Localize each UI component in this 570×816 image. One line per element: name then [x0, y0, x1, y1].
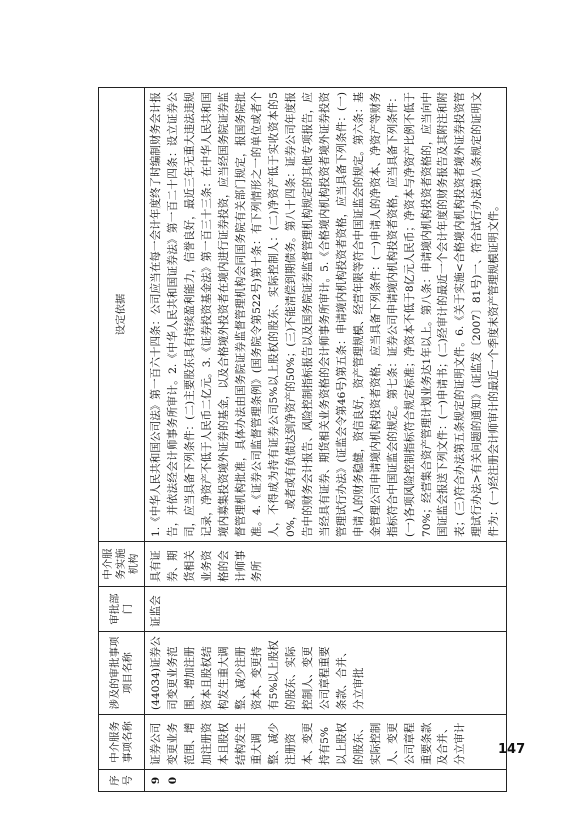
- cell-agency: 具有证券、期货相关业务资格的会计师事务所: [145, 542, 507, 587]
- header-approval: 涉及的审批事项项目名称: [99, 632, 145, 715]
- header-basis: 设定依据: [99, 88, 145, 542]
- cell-service: 证券公司变更业务范围、增加注册资本且股权结构发生重大调整、减少注册资本、变更持有5%以上股权的股东、实际控制人、变更公司章程重要条款及合并、分立审计: [145, 715, 507, 770]
- header-agency: 中介服务实施机构: [99, 542, 145, 587]
- table-row: [145, 88, 507, 792]
- table-header-row: [99, 88, 145, 792]
- rotated-table-wrapper: [98, 87, 501, 792]
- page-number: 147: [498, 742, 526, 757]
- cell-basis: 1.《中华人民共和国公司法》第一百六十四条：公司应当在每一会计年度终了时编制财务会计报告，并依法经会计师事务所审计。2.《中华人民共和国证券法》第一百二十四条：设立证券公司，应当具备下列条件：(二)主要股东具有持续盈利能力，信誉良好，最近三年无重大违法违规记录，净资产不低于人民币二亿元。3.《证券投资基金法》第一百三十三条：在中华人民共和国境内募集投资境外证券的基金，以及合格境外投资者在境内进行证券投资，应当经国务院证券监督管理机构批准，具体办法由国务院证券监督管理机构会同国务院有关部门规定，报国务院批准。4.《证券公司监督管理条例》(国务院令第522号)第十条：有下列情形之一的单位或者个人，不得成为持有证券公司5%以上股权的股东、实际控制人：(二)净资产低于实收资本的50%，或者或有负债达到净资产的50%；(三)不能清偿到期债务。第八十四条：证券公司年度报告中的财务会计报告、风险控制指标报告以及国务院证券监督管理机构规定的其他专项报告，应当经具有证券、期货相关业务资格的会计师事务所审计。5.《合格境内机构投资者境外证券投资管理试行办法》(证监会令第46号)第五条：申请境内机构投资者资格，应当具备下列条件：(一)申请人的财务稳健，资信良好，资产管理规模、经营年限等符合中国证监会的规定。第六条：基金管理公司申请境内机构投资者资格，应当具备下列条件：(一)申请人的净资本、净资产等财务指标符合中国证监会的规定。第七条：证券公司申请境内机构投资者资格，应当具备下列条件：(一)各项风险控制指标符合规定标准；净资本不低于8亿元人民币；净资本与净资产比例不低于70%；经营集合资产管理计划业务达1年以上。第八条：申请境内机构投资者资格的，应当向中国证监会报送下列文件：(一)申请书；(二)经审计的最近一个会计年度的财务报告及其附注和附表；(三)符合办法第五条规定的证明文件。6.《关于实施<合格境内机构投资者境外证券投资管理试行办法>有关问题的通知》(证监发〔2007〕81号)一、符合试行办法第八条规定的证明文件为：(一)经注册会计师审计的最近一个季度末资产管理规模证明文件。: [145, 88, 507, 542]
- header-no: 序号: [99, 770, 145, 792]
- header-dept: 审批部门: [99, 587, 145, 632]
- cell-dept: 证监会: [145, 587, 507, 632]
- header-service: 中介服务事项名称: [99, 715, 145, 770]
- cell-approval: (44034)证券公司变更业务范围、增加注册资本且股权结构发生重大调整、减少注册资本、变更持有5%以上股权的股东、实际控制人、变更公司章程重要条款、合并、分立审批: [145, 632, 507, 715]
- approval-table: [98, 87, 507, 792]
- cell-no: 90: [145, 770, 507, 792]
